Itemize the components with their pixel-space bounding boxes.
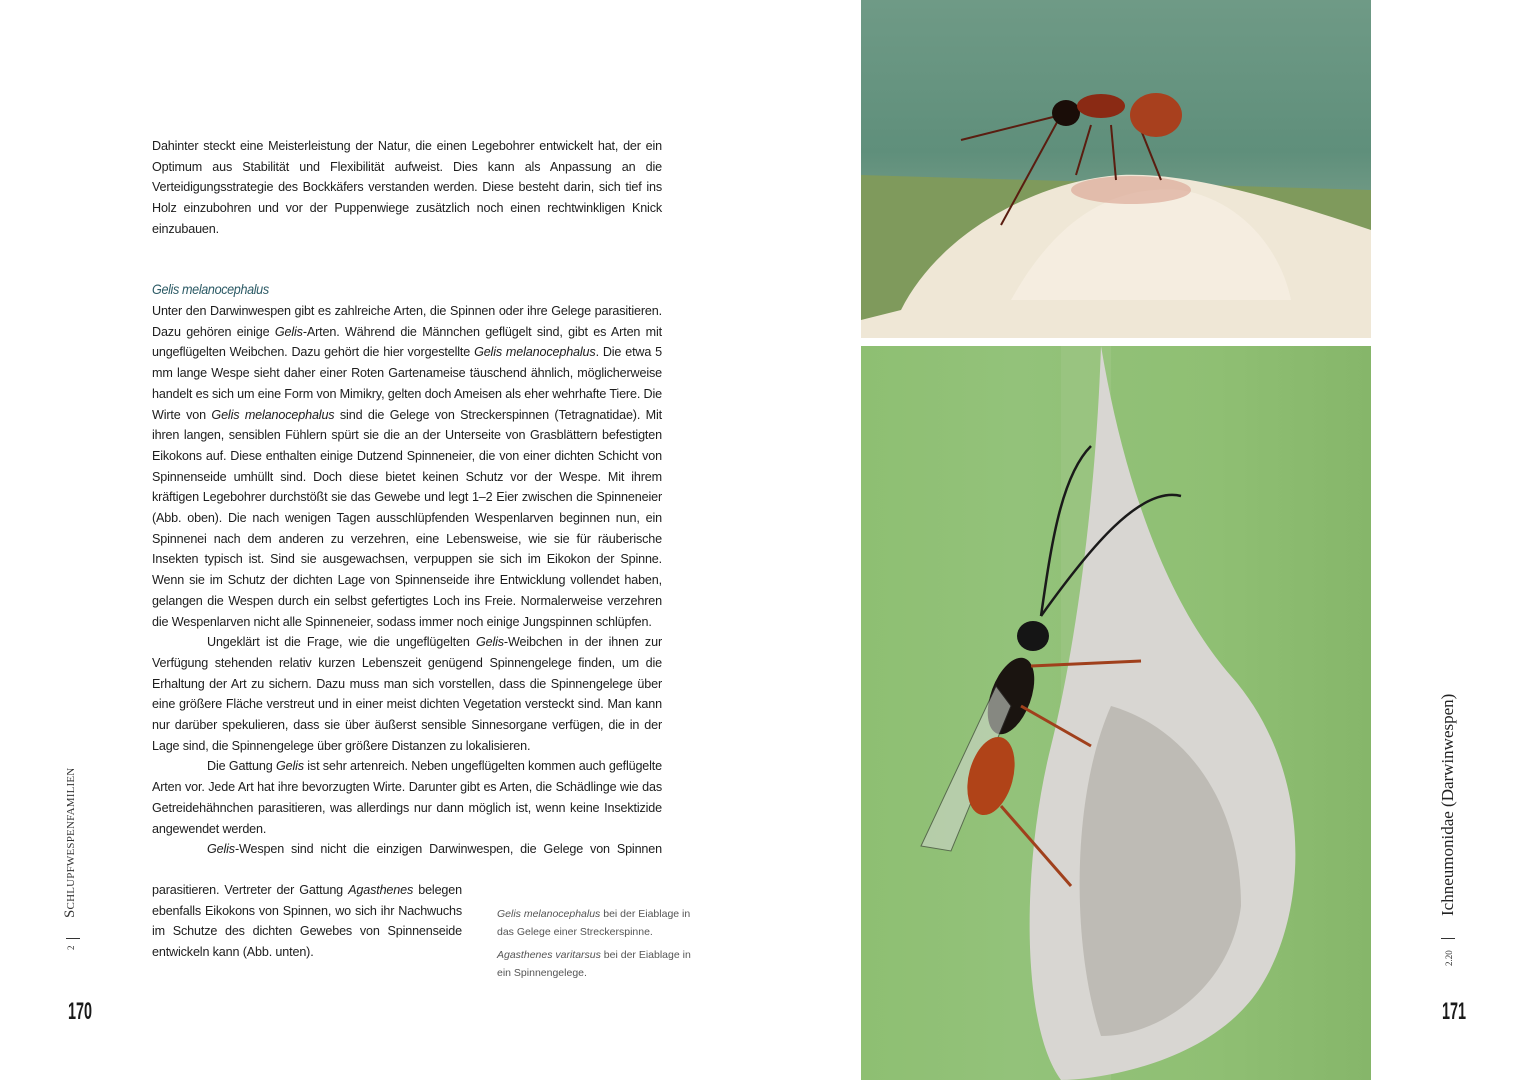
italic-species-name: Gelis xyxy=(207,842,235,857)
photo-agasthenes-varitarsus xyxy=(861,346,1371,1080)
body-text xyxy=(152,301,662,860)
chapter-number-right: 2.20 xyxy=(1444,950,1454,966)
caption-species: Gelis melanocephalus xyxy=(497,908,601,920)
paragraph xyxy=(152,839,662,860)
text-run: sind die Gelege von Streckerspinnen (Tetragnatidae). Mit ihren langen, sensiblen Fühlern spürt sie die an der Unterseite von Grasblättern befestigten Eikokons auf. Diese enthalten einige Dutzend Spinneneier, die von einer dichten Schicht von Spinnenseide umhüllt sind. Doch diese bietet keinen Schutz vor der Wespe. Mit ihrem kräftigen Legebohrer durchstößt sie das Gewebe und legt 1–2 Eier zwischen die Spinneneier (Abb. oben). Die nach wenigen Tagen ausschlüpfenden Wespenlarven beginnen nun, ein Spinnenei nach dem anderen zu verzehren, eine Lebensweise, wie sie für räuberische Insekten typisch ist. Sind sie ausgewachsen, verpuppen sie sich im Eikokon der Spinne. Wenn sie im Schutz der dichten Lage von Spinnenseide ihre Entwicklung vollendet haben, gelangen die Wespen durch ein selbst gefertigtes Loch ins Freie. Normalerweise verzehren die Wespenlarven nicht alle Spinneneier, sodass immer noch einige Jungspinnen schlüpfen. xyxy=(152,407,663,629)
text-run: -Weibchen in der ihnen zur Verfügung stehenden relativ kurzen Lebenszeit genügend Spinnengelege finden, um die Erhaltung der Art zu sichern. Dazu muss man sich vorstellen, dass die Spinnengelege über eine größere Fläche verstreut und in einer meist dichten Vegetation versteckt sind. Man kann nur darüber spekulieren, dass sie über äußerst sensible Sinnesorgane verfügen, die in der Lage sind, die Spinnengelege über größere Distanzen zu lokalisieren. xyxy=(152,635,662,753)
italic-species-name: Agasthenes xyxy=(348,883,414,897)
caption-text: bei der Eiablage in ein Spinnengelege. xyxy=(497,949,691,979)
divider xyxy=(1441,938,1455,939)
text-run: ist sehr artenreich. Neben ungeflügelten kommen auch geflügelte Arten vor. Jede Art hat ihre bevorzugten Wirte. Darunter gibt es Arten, die Schädlinge wie das Getreidehähnchen parasitieren, was allerdings nur dann möglich ist, wenn keine Insektizide angewendet werden. xyxy=(152,759,662,836)
paragraph xyxy=(152,632,662,756)
divider xyxy=(66,938,80,939)
text-run: . Die etwa 5 mm lange Wespe sieht daher einer Roten Gartenameise täuschend ähnlich, möglicherweise handelt es sich um eine Form von Mimikry, gelten doch Ameisen als eher wehrhafte Tiere. Die Wirte von xyxy=(152,345,662,422)
italic-species-name: Gelis melanocephalus xyxy=(211,407,335,422)
page-number-left: 170 xyxy=(68,998,93,1025)
running-head-right: Ichneumonidae (Darwinwespen) xyxy=(1438,693,1457,916)
chapter-number-left: 2 xyxy=(66,945,76,950)
text-run: parasitieren. Vertreter der Gattung xyxy=(152,883,349,897)
text-run: -Wespen sind nicht die einzigen Darwinwespen, die Gelege von Spinnen xyxy=(234,842,662,857)
photo-gelis-melanocephalus xyxy=(861,0,1371,338)
intro-text: Dahinter steckt eine Meisterleistung der Natur, die einen Legebohrer entwickelt hat, der ein Optimum aus Stabilität und Flexibilität aufweist. Dies kann als Anpassung an die Verteidigungsstrategie des Bockkäfers verstanden werden. Diese besteht darin, sich tief ins Holz einzubohren und vor der Puppenwiege zusätzlich noch einen rechtwinkligen Knick einzubauen. xyxy=(152,139,662,236)
caption-text: bei der Eiablage in das Gelege einer Streckerspinne. xyxy=(497,908,691,938)
section-heading: Gelis melanocephalus xyxy=(152,281,269,297)
caption-bottom xyxy=(497,947,702,982)
text-run: Unter den Darwinwespen gibt es zahlreiche Arten, die Spinnen oder ihre Gelege parasitieren. Dazu gehören einige xyxy=(152,304,662,339)
italic-species-name: Gelis xyxy=(274,324,303,339)
paragraph xyxy=(152,880,462,963)
text-run: belegen ebenfalls Eikokons von Spinnen, wo sich ihr Nachwuchs im Schutze des dichten Gewebes von Spinnenseide entwickeln kann (Abb. unten). xyxy=(152,883,462,960)
running-head-left: Schlupfwespenfamilien xyxy=(62,767,78,918)
caption-species: Agasthenes varitarsus xyxy=(497,949,601,961)
italic-species-name: Gelis xyxy=(475,635,504,650)
body-text-tail xyxy=(152,880,462,963)
text-run: -Arten. Während die Männchen geflügelt sind, gibt es Arten mit ungeflügelten Weibchen. Dazu gehört die hier vorgestellte xyxy=(152,324,663,360)
page-number-right: 171 xyxy=(1442,998,1467,1025)
text-run: Ungeklärt ist die Frage, wie die ungeflügelten xyxy=(207,635,476,650)
paragraph xyxy=(152,301,662,632)
caption-top xyxy=(497,906,702,941)
photo-captions xyxy=(497,906,702,988)
text-run: Die Gattung xyxy=(207,759,276,774)
italic-species-name: Gelis melanocephalus xyxy=(474,345,596,360)
intro-paragraph xyxy=(152,136,662,240)
italic-species-name: Gelis xyxy=(275,759,304,774)
paragraph xyxy=(152,756,662,839)
